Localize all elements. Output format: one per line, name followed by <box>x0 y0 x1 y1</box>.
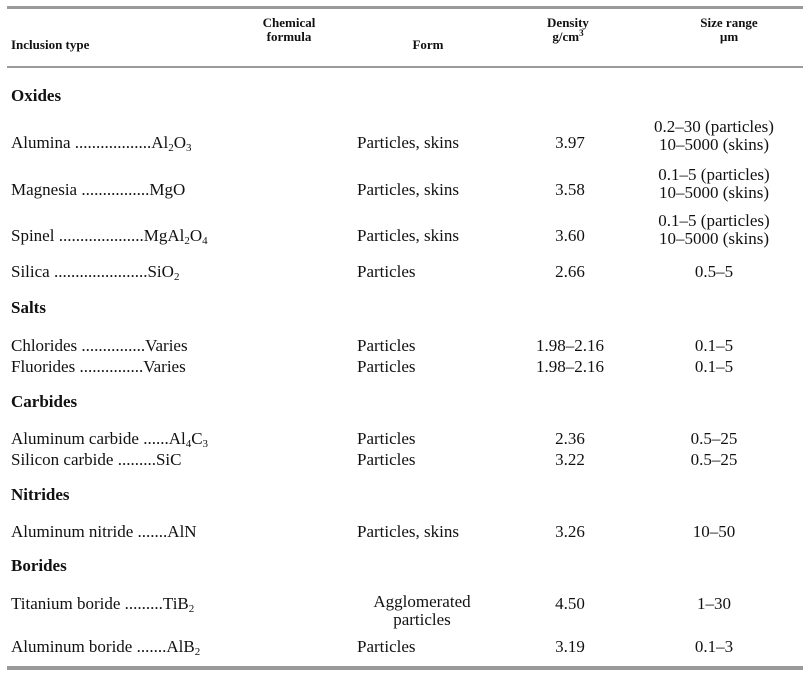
row-silicon-carbide-type: Silicon carbide .........SiC <box>11 450 182 469</box>
row-magnesia-type: Magnesia ................MgO <box>11 180 186 199</box>
row-chlorides-form: Particles <box>357 336 416 355</box>
header-density-line2: $g/cm^3$ <box>552 28 584 44</box>
bottom-rule <box>7 666 803 670</box>
row-alumina-density: 3.97 <box>555 133 585 152</box>
header-size-line2: µm <box>719 29 739 44</box>
row-silicon-carbide-density: 3.22 <box>555 450 585 469</box>
row-spinel-density: 3.60 <box>555 226 585 245</box>
section-oxides: Oxides <box>11 86 62 105</box>
header-size-line1: Size range <box>700 15 758 30</box>
header-density <box>528 16 608 44</box>
header-form: Form <box>412 37 444 52</box>
row-alumina-size: 0.2–30 (particles) 10–5000 (skins) <box>654 117 774 154</box>
row-chlorides-density: 1.98–2.16 <box>536 336 604 355</box>
row-aluminum-boride-size: 0.1–3 <box>694 637 734 656</box>
row-chlorides-size: 0.1–5 <box>694 336 734 355</box>
row-aluminum-carbide-type: Aluminum carbide $......Al_4C_3$ <box>11 429 209 450</box>
row-fluorides-type: Fluorides ...............Varies <box>11 357 186 376</box>
row-aluminum-nitride-form: Particles, skins <box>357 522 459 541</box>
row-silica-form: Particles <box>357 262 416 281</box>
row-aluminum-carbide-density: 2.36 <box>555 429 585 448</box>
row-magnesia-size: 0.1–5 (particles) 10–5000 (skins) <box>658 165 770 202</box>
row-aluminum-boride-density: 3.19 <box>555 637 585 656</box>
row-silicon-carbide-form: Particles <box>357 450 416 469</box>
row-spinel-form: Particles, skins <box>357 226 459 245</box>
header-chemical-formula <box>244 16 334 44</box>
row-fluorides-size: 0.1–5 <box>694 357 734 376</box>
row-magnesia-form: Particles, skins <box>357 180 459 199</box>
row-aluminum-boride-type: Aluminum boride .......AlB$_2$ <box>11 637 201 658</box>
row-aluminum-nitride-size: 10–50 <box>692 522 736 541</box>
row-alumina-type: Alumina $..................Al_2O_3$ <box>11 133 192 154</box>
row-silica-density: 2.66 <box>555 262 585 281</box>
row-titanium-boride-size: 1–30 <box>697 594 731 613</box>
section-borides: Borides <box>11 556 67 575</box>
row-titanium-boride-density: 4.50 <box>555 594 585 613</box>
row-alumina-form: Particles, skins <box>357 133 459 152</box>
row-fluorides-form: Particles <box>357 357 416 376</box>
row-aluminum-nitride-density: 3.26 <box>555 522 585 541</box>
header-rule <box>7 66 803 68</box>
row-silica-size: 0.5–5 <box>694 262 734 281</box>
top-rule <box>7 6 803 9</box>
section-nitrides: Nitrides <box>11 485 70 504</box>
row-chlorides-type: Chlorides ...............Varies <box>11 336 188 355</box>
header-size-range <box>684 16 774 44</box>
row-spinel-size: 0.1–5 (particles) 10–5000 (skins) <box>658 211 770 248</box>
row-aluminum-carbide-size: 0.5–25 <box>690 429 738 448</box>
row-aluminum-nitride-type: Aluminum nitride .......AlN <box>11 522 197 541</box>
row-silica-type: Silica ......................SiO$_2$ <box>11 262 180 283</box>
row-fluorides-density: 1.98–2.16 <box>536 357 604 376</box>
row-spinel-type: Spinel $....................MgAl_2O_4$ <box>11 226 208 247</box>
row-titanium-boride-type: Titanium boride .........TiB$_2$ <box>11 594 195 615</box>
header-formula-line2: formula <box>266 29 312 44</box>
row-silicon-carbide-size: 0.5–25 <box>690 450 738 469</box>
header-density-line1: Density <box>547 15 589 30</box>
section-carbides: Carbides <box>11 392 78 411</box>
header-formula-line1: Chemical <box>262 15 316 30</box>
row-magnesia-density: 3.58 <box>555 180 585 199</box>
row-aluminum-boride-form: Particles <box>357 637 416 656</box>
header-inclusion-type: Inclusion type <box>11 37 90 52</box>
section-salts: Salts <box>11 298 46 317</box>
row-titanium-boride-form: Agglomerated particles <box>373 592 471 629</box>
row-aluminum-carbide-form: Particles <box>357 429 416 448</box>
